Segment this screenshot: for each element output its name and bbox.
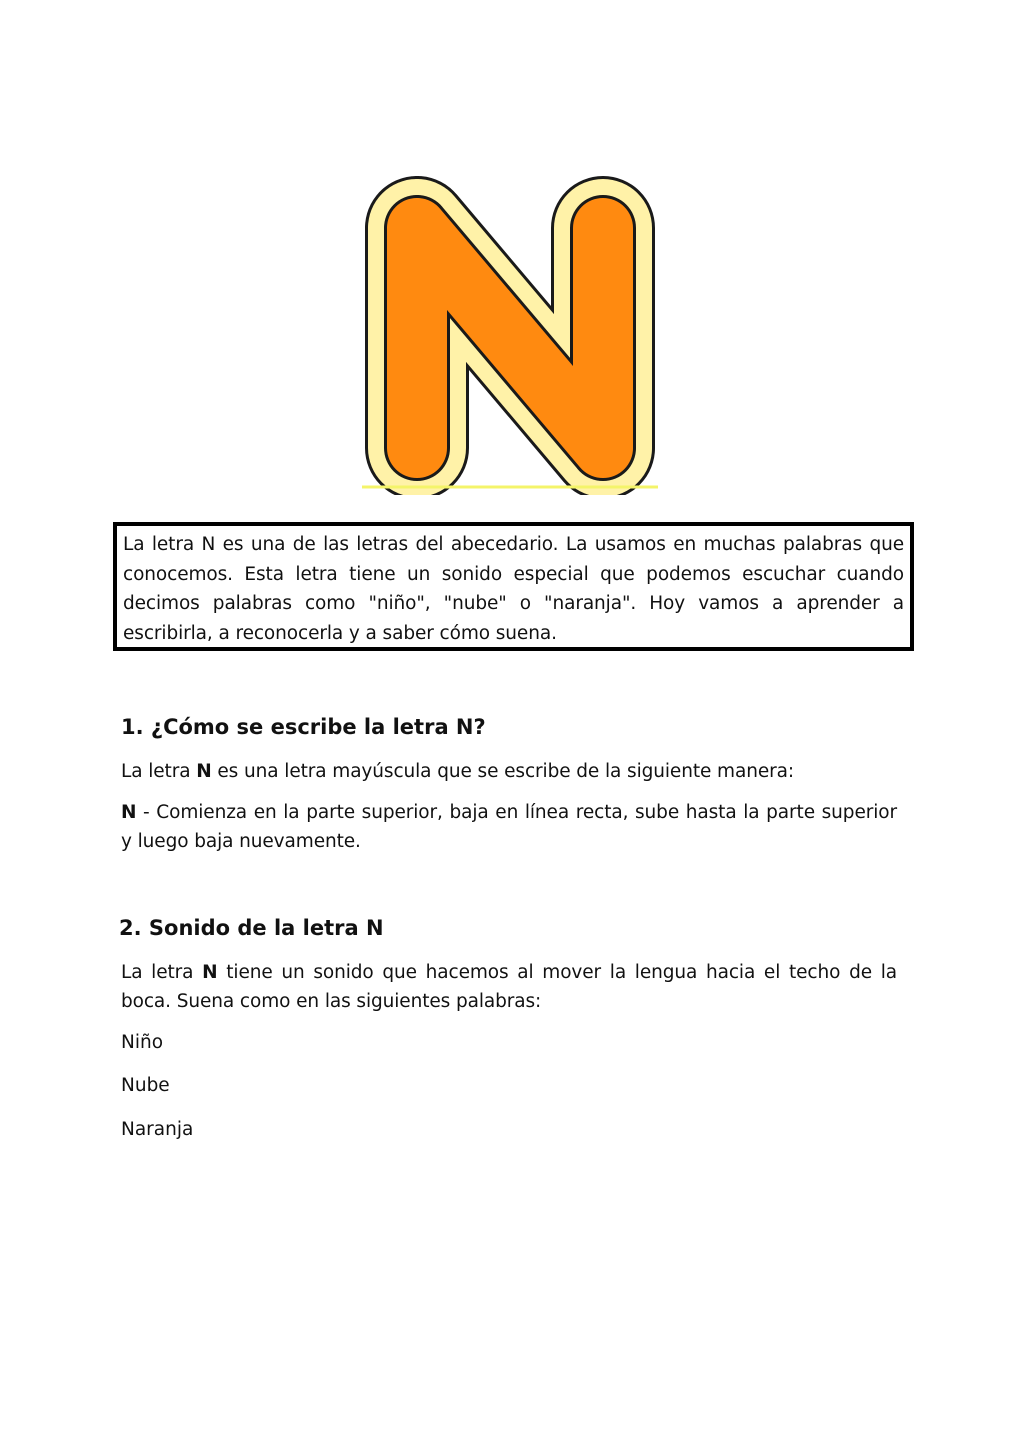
example-word-nube: Nube (121, 1075, 170, 1096)
section2-title: 2. Sonido de la letra N (119, 916, 384, 940)
example-word-nino: Niño (121, 1032, 164, 1053)
intro-box (113, 522, 914, 651)
intro-text: La letra N es una de las letras del abecedario. La usamos en muchas palabras que conocemos. Esta letra tiene un sonido especial que podemos escuchar cuando decimos palabras como "niño", "nube" o "naranja". Hoy vamos a aprender a escribirla, a reconocerla y a saber cómo suena. (123, 534, 904, 644)
example-word-naranja: Naranja (121, 1119, 194, 1140)
section1-paragraph1: La letra N es una letra mayúscula que se escribe de la siguiente manera: (121, 761, 794, 782)
section1-title: 1. ¿Cómo se escribe la letra N? (121, 715, 486, 739)
section1-paragraph2: N - Comienza en la parte superior, baja en línea recta, sube hasta la parte superior y luego baja nuevamente. (121, 802, 897, 852)
letter-n-graphic (355, 150, 665, 495)
section2-paragraph1: La letra N tiene un sonido que hacemos al mover la lengua hacia el techo de la boca. Suena como en las siguientes palabras: (121, 962, 898, 1012)
